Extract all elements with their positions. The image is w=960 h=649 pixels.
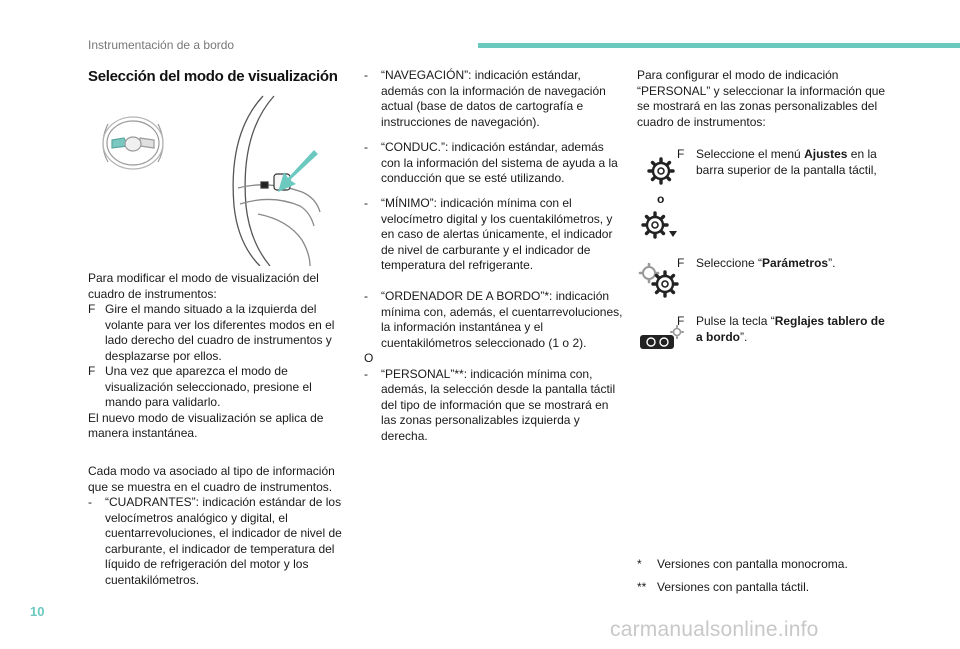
column-1-para-2 bbox=[88, 464, 343, 588]
bullet-marker: F bbox=[677, 147, 685, 161]
watermark: carmanualsonline.info bbox=[610, 618, 819, 641]
dash-marker: - bbox=[364, 366, 368, 381]
col2-item-2: - “CONDUC.”: indicación estándar, además con la información del sistema de ayuda a la conducción que se esté utilizando. bbox=[364, 140, 618, 185]
col3-step-2: F Seleccione “Parámetros”. bbox=[677, 256, 836, 270]
bullet-marker: F bbox=[88, 364, 96, 378]
col2-item-1: - “NAVEGACIÓN”: indicación estándar, además con la información de navegación actual (base de datos de cartografía e instrucciones de navegación). bbox=[364, 68, 606, 129]
col1-intro: Para modificar el modo de visualización del cuadro de instrumentos: bbox=[88, 271, 319, 301]
dash-marker: - bbox=[88, 495, 92, 509]
column-1 bbox=[88, 271, 343, 442]
parameters-icon bbox=[638, 262, 682, 298]
dash-marker: - bbox=[364, 68, 368, 82]
col1-bullet-2: F Una vez que aparezca el modo de visualización seleccionado, presione el mando para validarlo. bbox=[88, 364, 312, 409]
col2-item-4: - “ORDENADOR DE A BORDO”*: indicación mínima con, además, el cuentarrevoluciones, la información instantánea y el cuentakilómetros seleccionado (1 o 2). O - “PERSONAL”**: indicación mínima con, además, la selección desde la pantalla táctil del tipo de información que se mostrará en las zonas personalizables izquierda y derecha. bbox=[364, 289, 626, 444]
col1-bullet-1: F Gire el mando situado a la izquierda del volante para ver los diferentes modos en el lado derecho del cuadro de instrumentos y desplazarse por ellos. bbox=[88, 302, 335, 363]
arrow-icon bbox=[278, 150, 318, 192]
section-title: Selección del modo de visualización bbox=[88, 68, 338, 85]
running-header: Instrumentación de a bordo bbox=[88, 38, 235, 52]
menu-parametros: Parámetros bbox=[762, 256, 829, 270]
header-accent-bar bbox=[478, 43, 960, 48]
col2-item-3: - “MÍNIMO”: indicación mínima con el velocímetro digital y los cuentakilómetros, y en caso de alertas únicamente, el indicador de nivel de carburante y el indicador de temperatura del refrigerante. bbox=[364, 196, 613, 272]
dash-marker: - bbox=[364, 140, 368, 154]
or-label: o bbox=[657, 192, 665, 206]
gear-icon bbox=[646, 156, 676, 186]
inset-wheel-icon bbox=[103, 117, 163, 169]
bullet-marker: F bbox=[677, 256, 685, 270]
gear-dropdown-icon bbox=[640, 210, 680, 242]
steering-wheel-illustration bbox=[88, 94, 346, 266]
footnote-1: * Versiones con pantalla monocroma. bbox=[637, 557, 848, 571]
col1-after: El nuevo modo de visualización se aplica de manera instantánea. bbox=[88, 410, 324, 440]
dash-marker: - bbox=[364, 289, 368, 303]
col1-para2: Cada modo va asociado al tipo de información que se muestra en el cuadro de instrumentos. bbox=[88, 464, 335, 494]
bullet-marker: F bbox=[88, 302, 96, 316]
key-reglajes-tablero: Reglajes tablero de a bordo bbox=[696, 314, 885, 344]
menu-ajustes: Ajustes bbox=[804, 147, 848, 161]
dash-marker: - bbox=[364, 196, 368, 210]
col1-dash-item-1: - “CUADRANTES”: indicación estándar de los velocímetros analógico y digital, el cuentarrevoluciones, el indicador de nivel de carburante, el indicador de temperatura del líquido de refrigeración del motor y los cuentakilómetros. bbox=[88, 495, 342, 587]
col3-step-1: F Seleccione el menú Ajustes en la barra superior de la pantalla táctil, bbox=[677, 147, 877, 177]
footnote-2: ** Versiones con pantalla táctil. bbox=[637, 580, 810, 594]
col2-or: O bbox=[364, 351, 374, 365]
col3-step-3: F Pulse la tecla “Reglajes tablero de a bordo”. bbox=[677, 314, 885, 344]
col2-item-5: - “PERSONAL”**: indicación mínima con, además, la selección desde la pantalla táctil del tipo de información que se mostrará en las zonas personalizables izquierda y derecha. bbox=[364, 366, 616, 443]
page-number: 10 bbox=[30, 604, 45, 619]
col3-intro: Para configurar el modo de indicación “PERSONAL” y seleccionar la información que se mostrará en las zonas personalizables del cuadro de instrumentos: bbox=[637, 68, 886, 129]
bullet-marker: F bbox=[677, 314, 685, 328]
